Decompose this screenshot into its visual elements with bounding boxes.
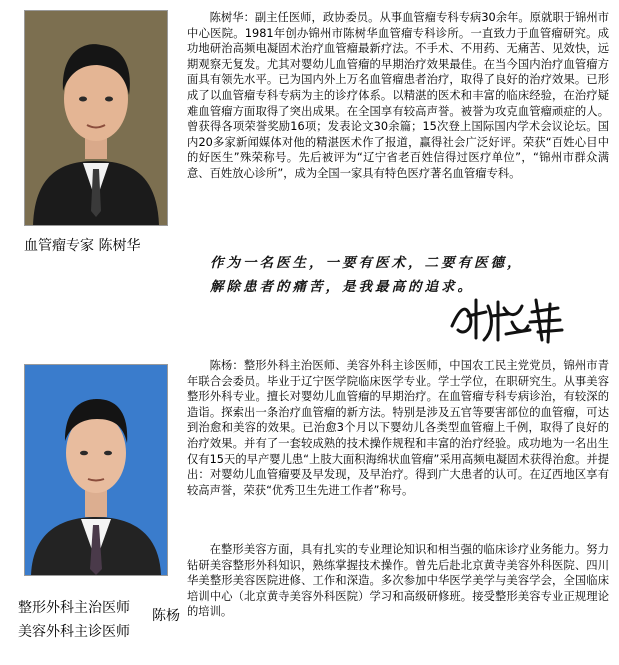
doctor2-bio-paragraph1: 陈杨：整形外科主治医师、美容外科主诊医师，中国农工民主党党员，锦州市青年联合会委员。毕业于辽宁医学院临床医学专业。学士学位，在职研究生。从事美容整形外科专业。擅长对婴幼儿血管瘤的早期治疗。在血管瘤专科专病诊治，有较深的造诣。探索出一条治疗血管瘤的新方法。特别是涉及五官等要害部位的血管瘤，可达到治愈和美容的效果。已治愈3个月以下婴幼儿各类型血管瘤上千例，取得了良好的治疗效果。并有了一套较成熟的技术操作规程和丰富的治疗经验。成功地为一名出生仅有15天的早产婴儿患“上肢大面积海绵状血管瘤”采用高频电凝固术获得治愈。并提出：对婴幼儿血管瘤要及早发现，及早治疗。得到广大患者的认可。在辽西地区享有较高声誉，荣获“优秀卫生先进工作者”称号。: [187, 359, 609, 497]
doctor2-caption-line1: 整形外科主治医师: [18, 600, 130, 616]
doctor2-bio-paragraph2: 在整形美容方面，具有扎实的专业理论知识和相当强的临床诊疗业务能力。努力钻研美容整形外科知识，熟练掌握技术操作。曾先后赴北京黄寺美容外科医院、四川华美整形美容医院进修、工作和深造。多次参加中华医学美学与美容学会，全国临床培训中心（北京黄寺美容外科医院）学习和高级研修班。接受整形美容专业正规理论的培训。: [187, 543, 609, 619]
doctor2-name: 陈杨: [152, 608, 180, 624]
doctor1-photo: [24, 10, 168, 226]
doctor1-caption: 血管瘤专家 陈树华: [24, 238, 141, 254]
doctor1-bio: 陈树华：副主任医师，政协委员。从事血管瘤专科专病30余年。原就职于锦州市中心医院。1981年创办锦州市陈树华血管瘤专科诊所。一直致力于血管瘤研究。成功地研治高频电凝固术治疗血管瘤最新疗法。不手术、不用药、无痛苦、见效快，远期观察无复发。尤其对婴幼儿血管瘤的早期治疗效果最佳。在当今国内治疗血管瘤方面具有领先水平。已为国内外上万名血管瘤患者治疗，取得了良好的治疗效果。已形成了以血管瘤专科专病为主的诊疗体系。以精湛的医术和丰富的临床经验，在治疗疑难血管瘤方面取得了突出成果。在全国享有较高声誉。被誉为攻克血管瘤顽症的人。曾获得各项荣誉奖励16项；发表论文30余篇；15次登上国际国内学术会议论坛。国内20多家新闻媒体对他的精湛医术作了报道，赢得社会广泛好评。荣获“百姓心目中的好医生”殊荣称号。先后被评为“辽宁省老百姓信得过医疗单位”，“锦州市群众满意、百姓放心诊所”，成为全国一家具有特色医疗著名血管瘤专科。: [187, 11, 609, 180]
doctor2-photo: [24, 364, 168, 576]
doctor1-motto-line2: 解除患者的痛苦，是我最高的追求。: [210, 279, 474, 295]
doctor2-caption-line2: 美容外科主诊医师: [18, 624, 130, 640]
doctor2-portrait: [25, 365, 167, 575]
doctor1-motto-line1: 作为一名医生，一要有医术，二要有医德，: [210, 255, 524, 271]
doctor1-portrait: [25, 11, 167, 225]
signature-image: [446, 286, 566, 346]
